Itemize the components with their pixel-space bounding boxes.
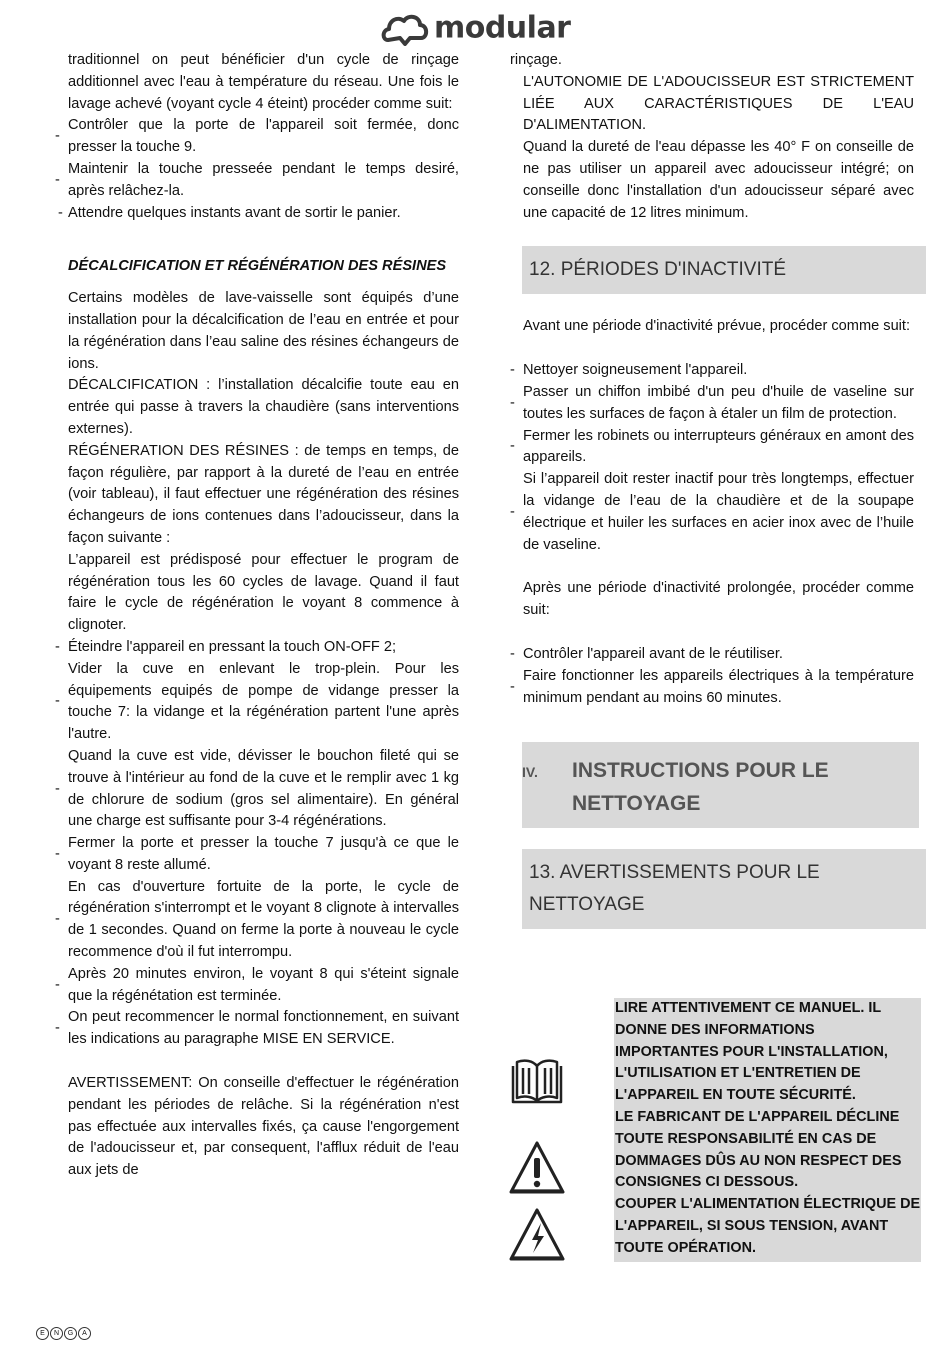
list-item: - Fermer les robinets ou interrupteurs généraux en amont des appareils.	[510, 427, 914, 466]
list-item: - Quand la cuve est vide, dévisser le bouchon fileté qui se trouve à l'intérieur au fond de la cuve et le remplir avec 1 kg de chlorure de sodium (gros sel alimentaire). En général une charge est suffisante pour 3-4 régénérations.	[55, 747, 459, 830]
paragraph: DÉCALCIFICATION : l’installation décalcifie toute eau en entrée qui passe à travers la chaudière (sans interventions externes).	[68, 377, 459, 437]
logo-text: modular	[433, 10, 571, 46]
language-badge: A	[78, 1327, 91, 1340]
cloud-logo-icon	[380, 10, 430, 46]
left-column	[55, 50, 459, 1182]
list-item: - Éteindre l'appareil en pressant la touch ON-OFF 2;	[55, 638, 397, 655]
list-item: - Passer un chiffon imbibé d'un peu d'huile de vaseline sur toutes les surfaces de façon à étaler un film de protection.	[510, 383, 914, 422]
paragraph: RÉGÉNERATION DES RÉSINES : de temps en temps, de façon régulière, par rapport à la dureté de l’eau en entrée (voir tableau), il faut effectuer une régénération des résines échangeurs de ions contenues dans l’adoucisseur, dans la façon suivante :	[68, 442, 459, 546]
before-intro: Avant une période d'inactivité prévue, procéder comme suit:	[523, 318, 911, 335]
list-item: - Vider la cuve en enlevant le trop-plein. Pour les équipements equipés de pompe de vidange presser la touche 7: la vidange et la régénération partent l'une après l'autre.	[55, 660, 459, 743]
electric-hazard-icon	[508, 1207, 566, 1262]
warning-text: LE FABRICANT DE L'APPAREIL DÉCLINE TOUTE RESPONSABILITÉ EN CAS DE DOMMAGES DÛS AU NON RESPECT DES CONSIGNES CI DESSOUS.	[615, 1108, 902, 1191]
manual-book-icon	[509, 1056, 565, 1106]
chapter-iv-heading: IV. INSTRUCTIONS POUR LE NETTOYAGE	[522, 742, 919, 828]
hardness-text: Quand la dureté de l'eau dépasse les 40° F on conseille de ne pas utiliser un appareil avec adoucisseur intégré; on conseille donc l'installation d'un adoucisseur séparé avec une capacité de 12 litres minimum.	[523, 139, 914, 221]
autonomy-text: L'AUTONOMIE DE L'ADOUCISSEUR EST STRICTEMENT LIÉE AUX CARACTÉRISTIQUES DE L'EAU D'ALIMENTATION.	[523, 73, 914, 134]
list-item: - Contrôler que la porte de l'appareil soit fermée, donc presser la touche 9.	[55, 117, 459, 156]
warning-paragraph: AVERTISSEMENT: On conseille d'effectuer le régénération pendant les périodes de relâche. Si la régénération n'est pas effectuée aux intervalles fixés, ça cause l'engorgement de l'adoucisseur et, par consequent, l'afflux réduit de l'eau aux jets de	[68, 1075, 459, 1179]
language-badge: E	[36, 1327, 49, 1340]
brand-logo	[0, 10, 950, 46]
list-item: - En cas d'ouverture fortuite de la porte, le cycle de régénération s'interrompt et le voyant 8 clignote à intervalles de 1 secondes. Quand on ferme la porte à nouveau le cycle recommence d'où il fut interrompu.	[55, 878, 459, 961]
list-item: - Attendre quelques instants avant de sortir le panier.	[58, 204, 401, 221]
section-title: DÉCALCIFICATION ET RÉGÉNÉRATION DES RÉSINES	[68, 258, 447, 275]
right-column	[510, 50, 914, 929]
list-item: - Nettoyer soigneusement l'appareil.	[510, 362, 748, 379]
list-item: - Fermer la porte et presser la touche 7 jusqu'à ce que le voyant 8 reste allumé.	[55, 835, 459, 873]
paragraph: L’appareil est prédisposé pour effectuer le program de régénération tous les 60 cycles de lavage. Quand il faut faire le cycle de régénération le voyant 8 commence à clignoter.	[68, 551, 459, 634]
list-item: - Après 20 minutes environ, le voyant 8 qui s'éteint signale que la régénétation est terminée.	[55, 965, 459, 1004]
intro-paragraph: traditionnel on peut bénéficier d'un cycle de rinçage additionnel avec l'eau à température du réseau. Une fois le lavage achevé (voyant cycle 4 éteint) procéder comme suit:	[68, 52, 459, 112]
list-item: - Maintenir la touche presseée pendant le temps desiré, après relâchez-la.	[55, 160, 459, 199]
list-item: - Si l’appareil doit rester inactif pour très longtemps, effectuer la vidange de l’eau de la chaudière et de la soupape électrique et huiler les surfaces en acier inox avec de l’huile de vaseline.	[510, 471, 914, 553]
section-13-heading: 13. AVERTISSEMENTS POUR LE NETTOYAGE	[522, 849, 926, 929]
after-intro: Après une période d'inactivité prolongée, procéder comme suit:	[523, 580, 914, 619]
warning-text: COUPER L'ALIMENTATION ÉLECTRIQUE DE L'APPAREIL, SI SOUS TENSION, AVANT TOUTE OPÉRATION.	[615, 1196, 921, 1256]
list-item: - Contrôler l'appareil avant de le réutiliser.	[510, 645, 783, 662]
warning-text: LIRE ATTENTIVEMENT CE MANUEL. IL DONNE DES INFORMATIONS IMPORTANTES POUR L'INSTALLATION, L'UTILISATION ET L'ENTRETIEN DE L'APPAREIL EN TOUTE SÉCURITÉ.	[615, 1000, 888, 1104]
list-item: - On peut recommencer le normal fonctionnement, en suivant les indications au paragraphe MISE EN SERVICE.	[55, 1009, 459, 1048]
list-item: - Faire fonctionner les appareils électriques à la température minimum pendant au moins 60 minutes.	[510, 667, 914, 706]
section-12-heading: 12. PÉRIODES D'INACTIVITÉ	[522, 246, 926, 294]
safety-warning-box	[614, 998, 921, 1262]
language-badge: G	[64, 1327, 77, 1340]
paragraph: Certains modèles de lave-vaisselle sont équipés d’une installation pour la décalcification de l’eau en entrée et pour la régénération dans l’eau saline des résines échangeurs de ions.	[68, 290, 459, 372]
continuation-text: rinçage.	[510, 52, 562, 68]
warning-triangle-icon	[508, 1140, 566, 1195]
language-badge: N	[50, 1327, 63, 1340]
language-badges	[36, 1327, 92, 1340]
